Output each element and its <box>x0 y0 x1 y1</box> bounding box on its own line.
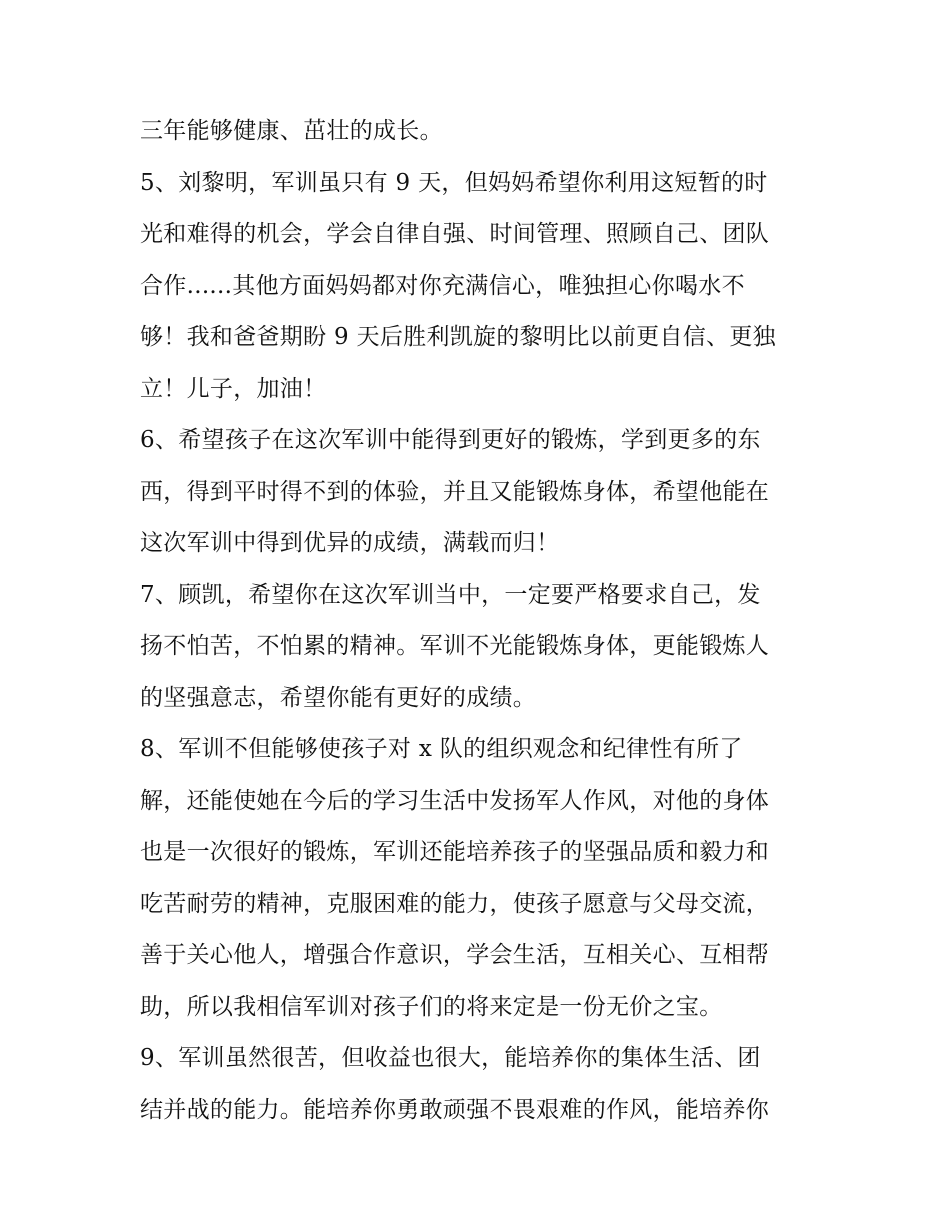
text-line: 9、军训虽然很苦，但收益也很大，能培养你的集体生活、团 <box>140 1045 761 1071</box>
text-line: 善于关心他人，增强合作意识，学会生活，互相关心、互相帮 <box>140 942 770 968</box>
text-line: 够！我和爸爸期盼 9 天后胜利凯旋的黎明比以前更自信、更独 <box>140 324 776 350</box>
text-line: 扬不怕苦，不怕累的精神。军训不光能锻炼身体，更能锻炼人 <box>140 633 770 659</box>
text-line: 这次军训中得到优异的成绩，满载而归！ <box>140 530 560 556</box>
text-line: 5、刘黎明，军训虽只有 9 天，但妈妈希望你利用这短暂的时 <box>140 169 768 196</box>
text-line: 的坚强意志，希望你能有更好的成绩。 <box>140 684 537 711</box>
text-line: 三年能够健康、茁壮的成长。 <box>140 118 443 144</box>
document-body <box>140 106 820 1136</box>
text-line: 合作......其他方面妈妈都对你充满信心，唯独担心你喝水不 <box>140 272 745 299</box>
text-line: 6、希望孩子在这次军训中能得到更好的锻炼，学到更多的东 <box>140 427 761 453</box>
text-line: 结并战的能力。能培养你勇敢顽强不畏艰难的作风，能培养你 <box>140 1096 770 1123</box>
text-line: 吃苦耐劳的精神，克服困难的能力，使孩子愿意与父母交流， <box>140 890 770 917</box>
text-line: 7、顾凯，希望你在这次军训当中，一定要严格要求自己，发 <box>140 581 761 608</box>
text-line: 8、军训不但能够使孩子对 x 队的组织观念和纪律性有所了 <box>140 736 743 762</box>
text-line: 解，还能使她在今后的学习生活中发扬军人作风，对他的身体 <box>140 787 770 814</box>
text-line: 立！儿子，加油！ <box>140 375 327 402</box>
text-line: 助，所以我相信军训对孩子们的将来定是一份无价之宝。 <box>140 993 723 1020</box>
text-line: 光和难得的机会，学会自律自强、时间管理、照顾自己、团队 <box>140 221 770 247</box>
text-line: 西，得到平时得不到的体验，并且又能锻炼身体，希望他能在 <box>140 478 770 505</box>
text-line: 也是一次很好的锻炼，军训还能培养孩子的坚强品质和毅力和 <box>140 839 770 865</box>
